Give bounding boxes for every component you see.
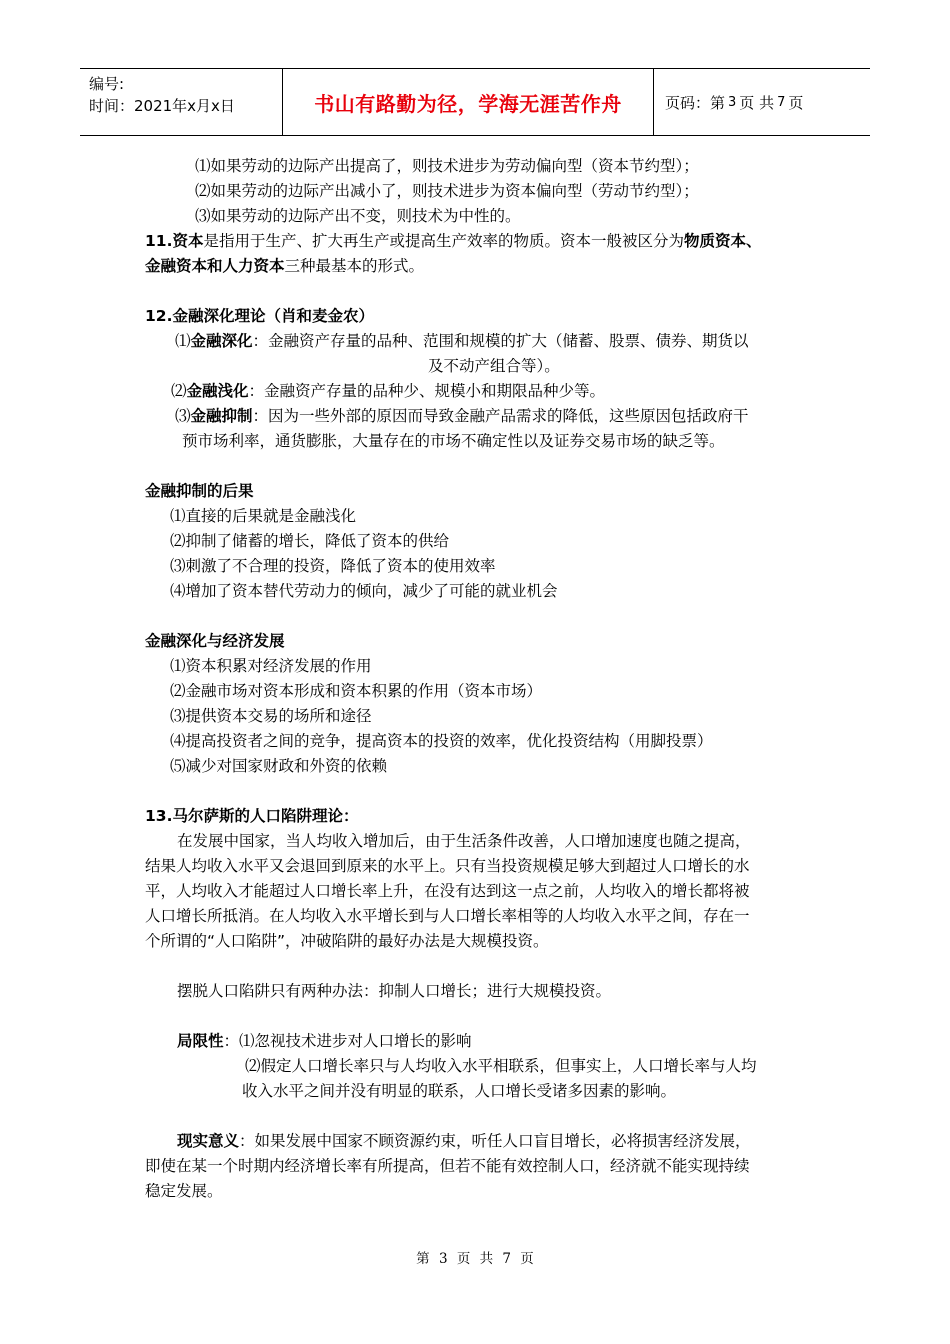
malthus-paragraph-line: 结果人均收入水平又会退回到原来的水平上。只有当投资规模足够大到超过人口增长的水 xyxy=(145,857,750,875)
page-header xyxy=(80,68,870,136)
list-item: ⑴直接的后果就是金融浅化 xyxy=(170,507,357,525)
page-label-mid: 页 共 xyxy=(739,93,775,112)
list-item: ⑷增加了资本替代劳动力的倾向，减少了可能的就业机会 xyxy=(170,582,558,600)
malthus-paragraph-line: 在发展中国家，当人均收入增加后，由于生活条件改善，人口增加速度也随之提高， xyxy=(177,832,751,850)
financial-deepening-line-1: ⑴金融深化：金融资产存量的品种、范围和规模的扩大（储蓄、股票、债券、期货以 xyxy=(175,332,749,350)
list-item: ⑶提供资本交易的场所和途径 xyxy=(170,707,372,725)
limitations-line-2: ⑵假定人口增长率只与人均收入水平相联系，但事实上，人口增长率与人均 xyxy=(245,1057,757,1075)
escape-trap-text: 摆脱人口陷阱只有两种办法：抑制人口增长；进行大规模投资。 xyxy=(177,982,612,1000)
header-motto xyxy=(283,69,654,135)
practical-meaning-line-3: 稳定发展。 xyxy=(145,1182,223,1200)
malthus-paragraph-line: 平，人均收入才能超过人口增长率上升，在没有达到这一点之前，人均收入的增长都将被 xyxy=(145,882,750,900)
financial-repression-line-1: ⑶金融抑制：因为一些外部的原因而导致金融产品需求的降低，这些原因包括政府干 xyxy=(175,407,749,425)
limitations-line-3: 收入水平之间并没有明显的联系，人口增长受诸多因素的影响。 xyxy=(242,1082,677,1100)
financial-shallowing-term: 金融浅化 xyxy=(186,382,249,400)
financial-deepening-line-2: 及不动产组合等）。 xyxy=(428,357,560,375)
header-page-number xyxy=(654,69,870,135)
tech-item-3: ⑶如果劳动的边际产出不变，则技术为中性的。 xyxy=(195,207,521,225)
limitations-line-1: 局限性：⑴忽视技术进步对人口增长的影响 xyxy=(177,1032,472,1050)
capital-text-a: 是指用于生产、扩大再生产或提高生产效率的物质。资本一般被区分为 xyxy=(203,232,684,250)
practical-meaning-line-1: 现实意义：如果发展中国家不顾资源约束，听任人口盲目增长，必将损害经济发展， xyxy=(177,1132,751,1150)
capital-text-b: 三种最基本的形式。 xyxy=(284,257,425,275)
financial-repression-line-2: 预市场利率，通货膨胀，大量存在的市场不确定性以及证券交易市场的缺乏等。 xyxy=(182,432,725,450)
financial-shallowing-line: ⑵金融浅化：金融资产存量的品种少、规模小和期限品种少等。 xyxy=(171,382,606,400)
malthus-paragraph-line: 个所谓的“人口陷阱”，冲破陷阱的最好办法是大规模投资。 xyxy=(145,932,549,950)
section-13-title: 13.马尔萨斯的人口陷阱理论： xyxy=(145,807,359,825)
page-current: 3 xyxy=(728,94,737,110)
limitations-label: 局限性 xyxy=(177,1032,224,1050)
doc-id-label: 编号: xyxy=(89,75,125,93)
doc-time-label: 时间：2021年x月x日 xyxy=(89,97,235,115)
page-label-suffix: 页 xyxy=(788,93,804,112)
list-item: ⑸减少对国家财政和外资的依赖 xyxy=(170,757,388,775)
document-body xyxy=(145,154,810,1204)
capital-types-a: 物质资本、 xyxy=(684,232,762,250)
page-footer: 第 3 页 共 7 页 xyxy=(416,1251,534,1267)
page-total: 7 xyxy=(777,94,786,110)
motto-text: 书山有路勤为径，学海无涯苦作舟 xyxy=(314,91,622,116)
capital-types-b: 金融资本和人力资本 xyxy=(145,257,285,275)
list-item: ⑷提高投资者之间的竞争，提高资本的投资的效率，优化投资结构（用脚投票） xyxy=(170,732,713,750)
practical-meaning-label: 现实意义 xyxy=(177,1132,240,1150)
tech-item-1: ⑴如果劳动的边际产出提高了，则技术进步为劳动偏向型（资本节约型）； xyxy=(195,157,699,175)
deepening-development-title: 金融深化与经济发展 xyxy=(145,632,285,650)
capital-definition-line-2 xyxy=(145,254,810,279)
section-12-title: 12.金融深化理论（肖和麦金农） xyxy=(145,307,374,325)
list-item: ⑵抑制了储蓄的增长，降低了资本的供给 xyxy=(170,532,450,550)
section-11-number: 11. xyxy=(145,232,173,250)
list-item: ⑵金融市场对资本形成和资本积累的作用（资本市场） xyxy=(170,682,543,700)
repression-consequences-title: 金融抑制的后果 xyxy=(145,482,254,500)
malthus-paragraph-line: 人口增长所抵消。在人均收入水平增长到与人口增长率相等的人均收入水平之间，存在一 xyxy=(145,907,750,925)
financial-repression-term: 金融抑制 xyxy=(190,407,253,425)
practical-meaning-line-2: 即使在某一个时期内经济增长率有所提高，但若不能有效控制人口，经济就不能实现持续 xyxy=(145,1157,750,1175)
capital-term: 资本 xyxy=(172,232,204,250)
header-meta xyxy=(80,69,283,135)
capital-definition-line-1 xyxy=(145,229,810,254)
financial-deepening-term: 金融深化 xyxy=(190,332,253,350)
list-item: ⑴资本积累对经济发展的作用 xyxy=(170,657,372,675)
tech-item-2: ⑵如果劳动的边际产出减小了，则技术进步为资本偏向型（劳动节约型）； xyxy=(195,182,699,200)
list-item: ⑶刺激了不合理的投资，降低了资本的使用效率 xyxy=(170,557,496,575)
page-label-prefix: 页码：第 xyxy=(665,93,726,112)
